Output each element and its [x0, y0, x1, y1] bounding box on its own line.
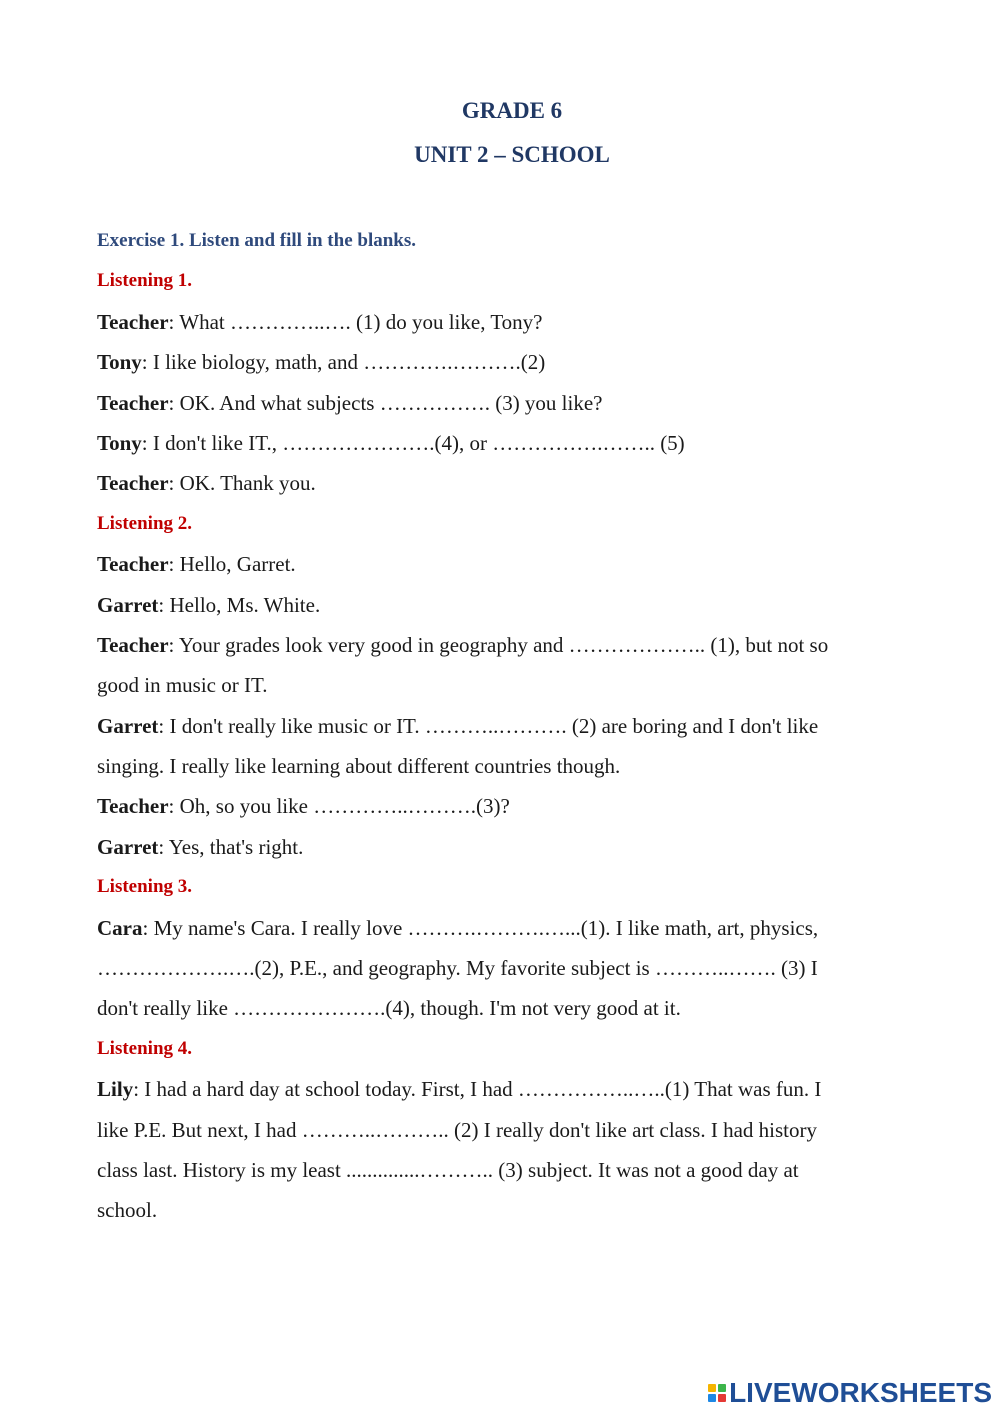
dialogue-text: : OK. And what subjects ……………. (3) you like? [168, 390, 603, 415]
paragraph-line [97, 1069, 927, 1109]
exercise-title: Exercise 1. Listen and fill in the blanks. [97, 230, 417, 251]
dialogue-text: : Oh, so you like …………..……….(3)? [168, 794, 510, 819]
speaker-name: Teacher [97, 471, 169, 496]
dialogue-line [97, 585, 927, 625]
speaker-name: Teacher [97, 632, 169, 657]
logo-square [708, 1384, 716, 1392]
paragraph-line: like P.E. But next, I had ………..……….. (2) I really don't like art class. I had history [97, 1117, 817, 1142]
dialogue-line [97, 463, 927, 503]
dialogue-line [97, 625, 927, 665]
dialogue-text: : Your grades look very good in geography and ……………….. (1), but not so [168, 632, 829, 657]
dialogue-line [97, 786, 927, 826]
paragraph-line: don't really like ………………….(4), though. I'm not very good at it. [97, 996, 681, 1021]
dialogue-line [97, 706, 927, 746]
paragraph-line: school. [97, 1198, 158, 1223]
paragraph-line: ……………….….(2), P.E., and geography. My favorite subject is ………..……. (3) I [97, 956, 818, 981]
dialogue-text: : What …………..…. (1) do you like, Tony? [168, 309, 543, 334]
speaker-name: Garret [97, 713, 159, 738]
dialogue-line [97, 423, 927, 463]
dialogue-continuation: singing. I really like learning about different countries though. [97, 754, 621, 779]
speaker-name: Teacher [97, 309, 169, 334]
dialogue-line [97, 827, 927, 867]
dialogue-line [97, 383, 927, 423]
liveworksheets-logo-icon [708, 1384, 726, 1402]
liveworksheets-footer [708, 1376, 992, 1410]
dialogue-line [97, 302, 927, 342]
paragraph-text: : My name's Cara. I really love ……….……….…...(1). I like math, art, physics, [142, 915, 819, 940]
listening-2-heading: Listening 2. [97, 512, 193, 534]
dialogue-text: : I don't really like music or IT. ………..………. (2) are boring and I don't like [158, 713, 819, 738]
logo-square [708, 1394, 716, 1402]
speaker-name: Teacher [97, 794, 169, 819]
speaker-name: Teacher [97, 552, 169, 577]
paragraph-text: : I had a hard day at school today. First, I had ……………..…..(1) That was fun. I [133, 1077, 822, 1102]
listening-1-heading: Listening 1. [97, 270, 193, 292]
brand-name: LIVEWORKSHEETS [729, 1377, 992, 1408]
speaker-name: Teacher [97, 390, 169, 415]
speaker-name: Garret [97, 592, 159, 617]
speaker-name: Tony [97, 430, 142, 455]
speaker-name: Tony [97, 350, 142, 375]
paragraph-line: class last. History is my least ..............……….. (3) subject. It was not a good day at [97, 1157, 799, 1182]
listening-3-heading: Listening 3. [97, 876, 193, 898]
dialogue-text: : I like biology, math, and ………….……….(2) [141, 350, 546, 375]
unit-title: UNIT 2 – SCHOOL [414, 142, 610, 167]
dialogue-text: : OK. Thank you. [168, 471, 316, 496]
logo-square [718, 1384, 726, 1392]
dialogue-text: : Hello, Ms. White. [158, 592, 321, 617]
speaker-name: Lily [97, 1077, 134, 1102]
dialogue-continuation: good in music or IT. [97, 673, 268, 698]
dialogue-line [97, 342, 927, 382]
worksheet-content [97, 221, 927, 1231]
dialogue-line [97, 544, 927, 584]
paragraph-line [97, 908, 927, 948]
dialogue-text: : Hello, Garret. [168, 552, 296, 577]
listening-4-heading: Listening 4. [97, 1037, 193, 1059]
logo-square [718, 1394, 726, 1402]
dialogue-text: : I don't like IT., ………………….(4), or …………….…….. (5) [141, 430, 685, 455]
speaker-name: Garret [97, 834, 159, 859]
dialogue-text: : Yes, that's right. [158, 834, 304, 859]
speaker-name: Cara [97, 915, 143, 940]
grade-title: GRADE 6 [461, 98, 563, 123]
